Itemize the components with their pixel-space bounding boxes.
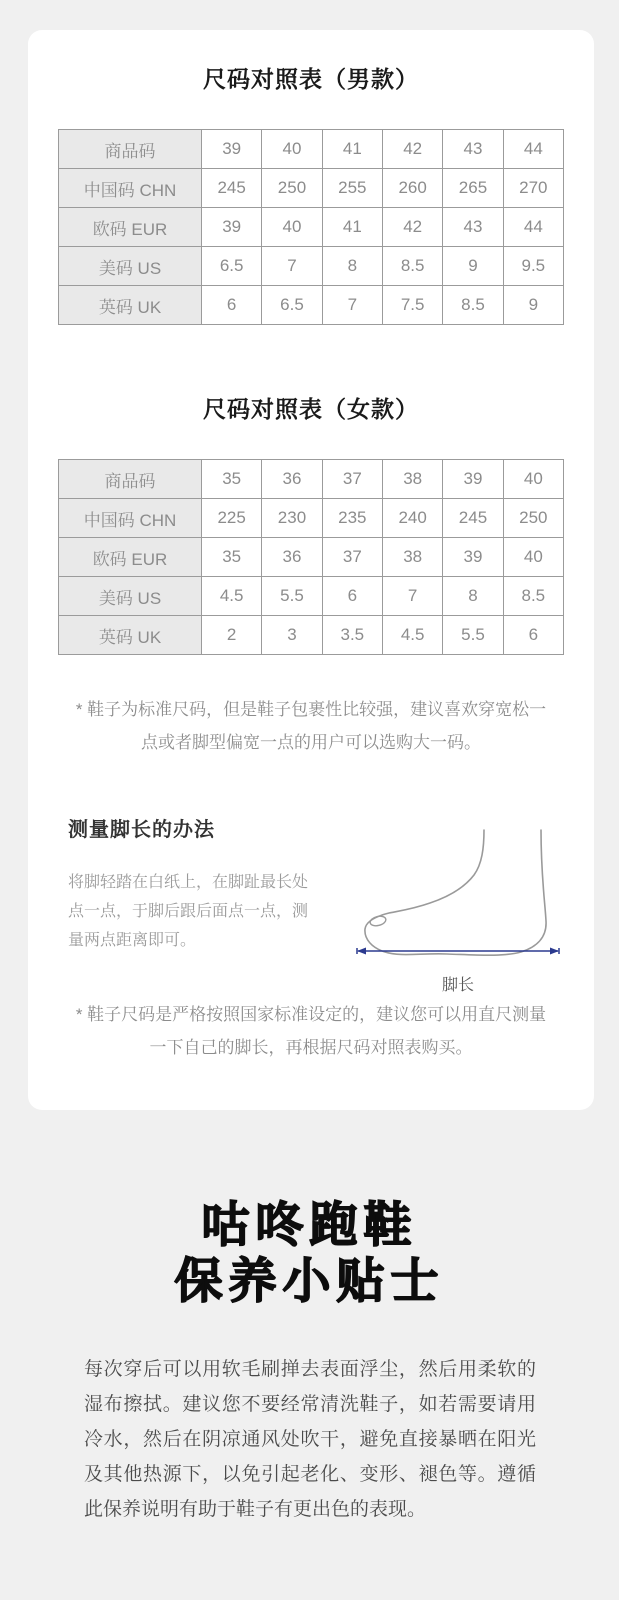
size-cell: 37 bbox=[322, 460, 382, 499]
size-cell: 5.5 bbox=[443, 616, 503, 655]
size-cell: 38 bbox=[382, 460, 442, 499]
size-cell: 6.5 bbox=[202, 247, 262, 286]
size-cell: 39 bbox=[202, 130, 262, 169]
size-cell: 5.5 bbox=[262, 577, 322, 616]
table-row bbox=[59, 538, 564, 577]
row-label: 中国码 CHN bbox=[59, 169, 202, 208]
table-row bbox=[59, 577, 564, 616]
size-cell: 7 bbox=[382, 577, 442, 616]
men-size-table bbox=[58, 129, 564, 325]
size-cell: 9 bbox=[443, 247, 503, 286]
size-cell: 3.5 bbox=[322, 616, 382, 655]
table-row bbox=[59, 208, 564, 247]
size-cell: 230 bbox=[262, 499, 322, 538]
size-chart-title-men: 尺码对照表（男款） bbox=[203, 66, 419, 92]
table-row bbox=[59, 616, 564, 655]
size-cell: 6 bbox=[202, 286, 262, 325]
table-row bbox=[59, 247, 564, 286]
row-label: 英码 UK bbox=[59, 286, 202, 325]
size-cell: 2 bbox=[202, 616, 262, 655]
size-cell: 36 bbox=[262, 538, 322, 577]
size-cell: 260 bbox=[382, 169, 442, 208]
measure-instructions: 将脚轻踏在白纸上，在脚趾最长处点一点，于脚后跟后面点一点，测量两点距离即可。 bbox=[68, 874, 309, 949]
row-label: 欧码 EUR bbox=[59, 538, 202, 577]
care-title-line1: 咕咚跑鞋 bbox=[201, 1199, 418, 1252]
table-row bbox=[59, 286, 564, 325]
foot-outline bbox=[365, 830, 546, 955]
size-cell: 4.5 bbox=[382, 616, 442, 655]
row-label: 英码 UK bbox=[59, 616, 202, 655]
size-cell: 245 bbox=[443, 499, 503, 538]
size-cell: 240 bbox=[382, 499, 442, 538]
size-cell: 255 bbox=[322, 169, 382, 208]
size-cell: 9 bbox=[503, 286, 563, 325]
table-row bbox=[59, 169, 564, 208]
foot-illustration bbox=[353, 818, 563, 963]
size-chart-card bbox=[28, 30, 594, 1110]
measure-section bbox=[68, 818, 594, 994]
size-cell: 36 bbox=[262, 460, 322, 499]
size-cell: 44 bbox=[503, 208, 563, 247]
foot-length-label: 脚长 bbox=[441, 977, 474, 994]
row-label: 美码 US bbox=[59, 577, 202, 616]
care-tips-title bbox=[0, 1198, 619, 1310]
size-cell: 40 bbox=[262, 130, 322, 169]
care-title-line2: 保养小贴士 bbox=[174, 1255, 445, 1308]
size-cell: 37 bbox=[322, 538, 382, 577]
size-cell: 39 bbox=[443, 460, 503, 499]
size-cell: 8 bbox=[322, 247, 382, 286]
size-cell: 4.5 bbox=[202, 577, 262, 616]
size-cell: 235 bbox=[322, 499, 382, 538]
size-cell: 41 bbox=[322, 208, 382, 247]
size-cell: 40 bbox=[503, 538, 563, 577]
size-cell: 250 bbox=[262, 169, 322, 208]
size-cell: 6 bbox=[503, 616, 563, 655]
size-cell: 6 bbox=[322, 577, 382, 616]
size-cell: 250 bbox=[503, 499, 563, 538]
size-cell: 8.5 bbox=[503, 577, 563, 616]
size-chart-title-women: 尺码对照表（女款） bbox=[203, 396, 419, 422]
size-cell: 35 bbox=[202, 460, 262, 499]
size-cell: 40 bbox=[503, 460, 563, 499]
foot-diagram bbox=[353, 818, 563, 995]
row-label: 欧码 EUR bbox=[59, 208, 202, 247]
size-cell: 35 bbox=[202, 538, 262, 577]
size-note: * 鞋子为标准尺码，但是鞋子包裹性比较强，建议喜欢穿宽松一点或者脚型偏宽一点的用户可以选购大一码。 bbox=[75, 700, 547, 752]
size-cell: 42 bbox=[382, 208, 442, 247]
size-cell: 42 bbox=[382, 130, 442, 169]
row-label: 美码 US bbox=[59, 247, 202, 286]
size-cell: 3 bbox=[262, 616, 322, 655]
measure-heading: 测量脚长的办法 bbox=[68, 819, 215, 841]
size-cell: 270 bbox=[503, 169, 563, 208]
size-cell: 38 bbox=[382, 538, 442, 577]
size-cell: 8.5 bbox=[443, 286, 503, 325]
size-cell: 44 bbox=[503, 130, 563, 169]
care-instructions: 每次穿后可以用软毛刷掸去表面浮尘，然后用柔软的湿布擦拭。建议您不要经常清洗鞋子，如若需要请用冷水，然后在阴凉通风处吹干，避免直接暴晒在阳光及其他热源下，以免引起老化、变形、褪色等。遵循此保养说明有助于鞋子有更出色的表现。 bbox=[84, 1359, 536, 1520]
size-cell: 9.5 bbox=[503, 247, 563, 286]
size-cell: 265 bbox=[443, 169, 503, 208]
size-cell: 245 bbox=[202, 169, 262, 208]
size-cell: 7 bbox=[322, 286, 382, 325]
measure-note: * 鞋子尺码是严格按照国家标准设定的，建议您可以用直尺测量一下自己的脚长，再根据尺码对照表购买。 bbox=[75, 1005, 547, 1057]
size-cell: 225 bbox=[202, 499, 262, 538]
size-cell: 39 bbox=[443, 538, 503, 577]
size-cell: 6.5 bbox=[262, 286, 322, 325]
toenail-outline bbox=[369, 915, 387, 928]
size-cell: 7 bbox=[262, 247, 322, 286]
size-cell: 7.5 bbox=[382, 286, 442, 325]
size-cell: 43 bbox=[443, 208, 503, 247]
size-cell: 43 bbox=[443, 130, 503, 169]
women-size-table bbox=[58, 459, 564, 655]
row-label: 中国码 CHN bbox=[59, 499, 202, 538]
size-cell: 41 bbox=[322, 130, 382, 169]
row-label: 商品码 bbox=[59, 460, 202, 499]
size-cell: 40 bbox=[262, 208, 322, 247]
table-row bbox=[59, 130, 564, 169]
table-row bbox=[59, 499, 564, 538]
size-cell: 8.5 bbox=[382, 247, 442, 286]
row-label: 商品码 bbox=[59, 130, 202, 169]
size-cell: 8 bbox=[443, 577, 503, 616]
size-cell: 39 bbox=[202, 208, 262, 247]
table-row bbox=[59, 460, 564, 499]
